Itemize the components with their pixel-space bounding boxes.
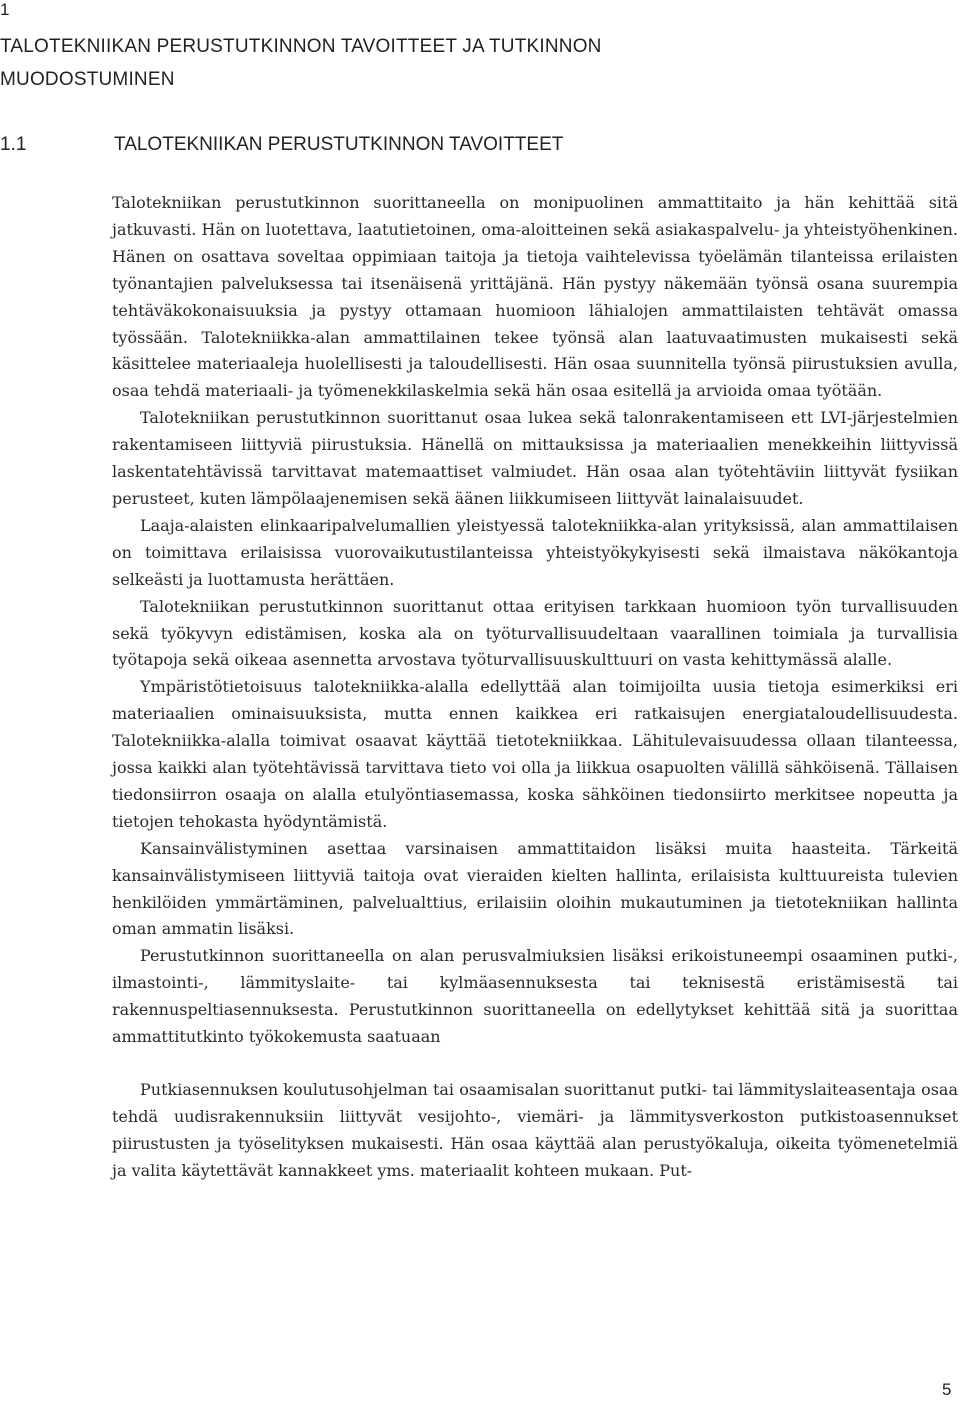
paragraph: Ympäristötietoisuus talotekniikka-alalla edellyttää alan toimijoilta uusia tietoja esimerkiksi eri materiaalien ominaisuuksista, mutta ennen kaikkea eri ratkaisujen energiataloudellisuudesta. Talotekniikka-alalla toimivat osaavat käyttää tietotekniikkaa. Lähitulevaisuudessa ollaan tilanteessa, jossa kaikki alan työtehtävissä tarvittava tieto voi olla ja liikkua osapuolten välillä sähköisenä. Tällaisen tiedonsiirron osaaja on alalla etulyöntiasemassa, koska sähköinen tiedonsiirto merkitsee nopeutta ja tietojen tehokasta hyödyntämistä. (112, 677, 958, 831)
paragraph: Perustutkinnon suorittaneella on alan perusvalmiuksien lisäksi erikoistuneempi osaaminen putki-, ilmastointi-, lämmityslaite- tai kylmäasennuksesta tai teknisestä eristämisestä tai rakennuspeltiasennuksesta. Perustutkinnon suorittaneella on edellytykset kehittää sitä ja suorittaa ammattitutkinto työkokemusta saatuaan (112, 946, 958, 1047)
chapter-title: TALOTEKNIIKAN PERUSTUTKINNON TAVOITTEET JA TUTKINNON MUODOSTUMINEN (0, 36, 602, 90)
chapter-number: 1 (0, 0, 10, 19)
section-heading (0, 128, 564, 161)
paragraph: Talotekniikan perustutkinnon suorittanut osaa lukea sekä talonrakentamiseen ett LVI-järjestelmien rakentamiseen liittyviä piirustuksia. Hänellä on mittauksissa ja materiaalien menekkeihin liittyvissä laskentatehtävissä tarvittavat matemaattiset valmiudet. Hän osaa alan työtehtäviin liittyvät fysiikan perusteet, kuten lämpölaajenemisen sekä äänen liikkumiseen liittyvät lainalaisuudet. (112, 408, 958, 508)
section-title: TALOTEKNIIKAN PERUSTUTKINNON TAVOITTEET (114, 134, 564, 155)
body-text (112, 190, 958, 1185)
paragraph: Talotekniikan perustutkinnon suorittaneella on monipuolinen ammattitaito ja hän kehittää sitä jatkuvasti. Hän on luotettava, laatutietoinen, oma-aloitteinen sekä asiakaspalvelu- ja yhteistyöhenkinen. Hänen on osattava soveltaa oppimiaan taitoja ja tietoja vaihtelevissa työelämän tilanteissa erilaisten työnantajien palveluksessa tai itsenäisenä yrittäjänä. Hän pystyy näkemään työnsä osana suurempia tehtäväkokonaisuuksia ja pystyy ottamaan huomioon lähialojen ammattilaisten tehtävät omassa työssään. Talotekniikka-alan ammattilainen tekee työnsä alan laatuvaatimusten mukaisesti sekä käsittelee materiaaleja huolellisesti ja taloudellisesti. Hän osaa suunnitella työnsä piirustuksien avulla, osaa tehdä materiaali- ja työmenekkilaskelmia sekä hän osaa esitellä ja arvioida omaa työtään. (112, 193, 958, 401)
paragraph: Laaja-alaisten elinkaaripalvelumallien yleistyessä talotekniikka-alan yrityksissä, alan ammattilaisen on toimittava erilaisissa vuorovaikutustilanteissa yhteistyökykyisesti sekä ilmaistava näkökantoja selkeästi ja luottamusta herättäen. (112, 515, 958, 589)
section-number: 1.1 (0, 134, 27, 155)
paragraph: Putkiasennuksen koulutusohjelman tai osaamisalan suorittanut putki- tai lämmityslaiteasentaja osaa tehdä uudisrakennuksiin liittyvät vesijohto-, viemäri- ja lämmitysverkoston putkistoasennukset piirustusten ja työselityksen mukaisesti. Hän osaa käyttää alan perustyökaluja, oikeita työmenetelmiä ja valita käytettävät kannakkeet yms. materiaalit kohteen mukaan. Put- (112, 1080, 958, 1180)
paragraph: Talotekniikan perustutkinnon suorittanut ottaa erityisen tarkkaan huomioon työn turvallisuuden sekä työkyvyn edistämisen, koska ala on työturvallisuudeltaan vaarallinen toimiala ja turvallisia työtapoja sekä oikeaa asennetta arvostava työturvallisuuskulttuuri on vasta kehittymässä alalle. (112, 596, 958, 670)
paragraph: Kansainvälistyminen asettaa varsinaisen ammattitaidon lisäksi muita haasteita. Tärkeitä kansainvälistymiseen liittyviä taitoja ovat vieraiden kielten hallinta, erilaisista kulttuureista tulevien henkilöiden ymmärtäminen, palvelualttius, erilaisiin oloihin mukautuminen ja tietotekniikan hallinta oman ammatin lisäksi. (112, 838, 958, 939)
page-number: 5 (942, 1380, 952, 1399)
